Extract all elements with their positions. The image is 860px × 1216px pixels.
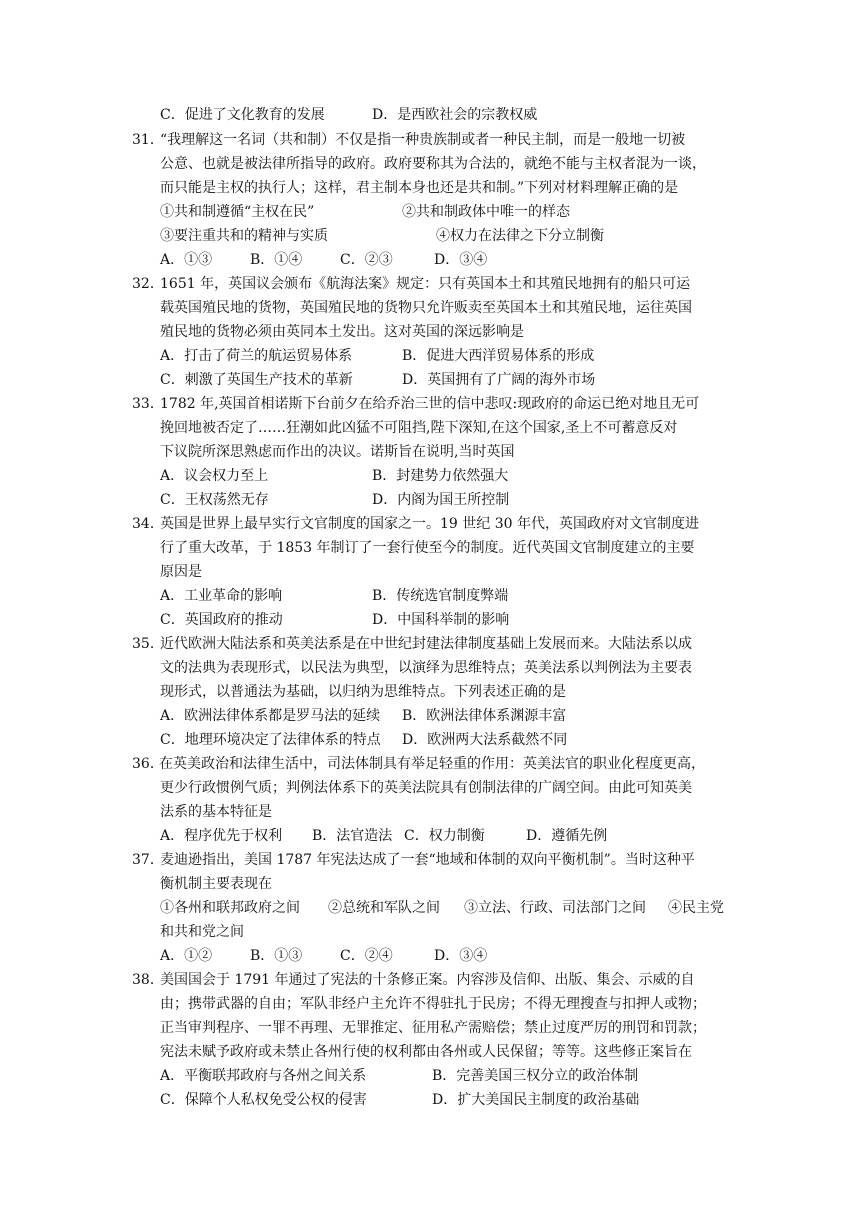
question-stem-line: 正当审判程序、一罪不再理、无罪推定、征用私产需赔偿；禁止过度严厉的刑罚和罚款； bbox=[160, 1020, 706, 1036]
question-stem-line: 更少行政惯例气质；判例法体系下的英美法院具有创制法律的广阔空间。由此可知英美 bbox=[160, 780, 692, 796]
question-stem-line: 英国是世界上最早实行文官制度的国家之一。19 世纪 30 年代，英国政府对文官制度进 bbox=[160, 516, 699, 532]
option: C．促进了文化教育的发展 bbox=[160, 107, 325, 123]
option: B．完善美国三权分立的政治体制 bbox=[432, 1068, 639, 1084]
option: A．程序优先于权利 bbox=[160, 828, 283, 844]
question-stem-line: 法系的基本特征是 bbox=[160, 804, 272, 820]
question-stem-line: 由；携带武器的自由；军队非经户主允许不得驻扎于民房；不得无理搜查与扣押人或物； bbox=[160, 996, 706, 1012]
option: C．王权荡然无存 bbox=[160, 492, 269, 508]
statement-item: ①各州和联邦政府之间 bbox=[160, 900, 300, 916]
option-row bbox=[0, 608, 860, 632]
option: D．内阁为国王所控制 bbox=[372, 492, 510, 508]
option-row bbox=[0, 728, 860, 752]
option: C．②③ bbox=[340, 252, 393, 268]
statement-item: 和共和党之间 bbox=[160, 924, 244, 940]
question-number: 37． bbox=[132, 852, 164, 868]
question-number: 32． bbox=[132, 276, 164, 292]
question-stem-line: 1651 年，英国议会颁布《航海法案》规定：只有英国本土和其殖民地拥有的船只可运 bbox=[160, 276, 691, 292]
question-number: 33． bbox=[132, 396, 164, 412]
option-row bbox=[0, 1088, 860, 1112]
option-row bbox=[0, 944, 860, 968]
question-stem-line: 近代欧洲大陆法系和英美法系是在中世纪封建法律制度基础上发展而来。大陆法系以成 bbox=[160, 636, 692, 652]
statement-item: ①共和制遵循“主权在民” bbox=[160, 204, 315, 220]
question-number: 35． bbox=[132, 636, 164, 652]
option: A．①③ bbox=[160, 252, 213, 268]
question-stem-line: 在英美政治和法律生活中，司法体制具有举足轻重的作用：英美法官的职业化程度更高， bbox=[159, 756, 705, 772]
option-row bbox=[0, 584, 860, 608]
question-stem-line: 载英国殖民地的货物，英国殖民地的货物只允许贩卖至英国本土和其殖民地，运往英国 bbox=[160, 300, 692, 316]
option-row bbox=[0, 368, 860, 392]
option: A．平衡联邦政府与各州之间关系 bbox=[160, 1068, 367, 1084]
question-stem-line: 下议院所深思熟虑而作出的决议。诺斯旨在说明,当时英国 bbox=[160, 444, 515, 460]
option: A．打击了荷兰的航运贸易体系 bbox=[160, 348, 353, 364]
option: B．欧洲法律体系渊源丰富 bbox=[402, 708, 567, 724]
option: D．是西欧社会的宗教权威 bbox=[372, 107, 538, 123]
option: D．③④ bbox=[434, 252, 488, 268]
question-stem-line: “我理解这一名词（共和制）不仅是指一种贵族制或者一种民主制，而是一般地一切被 bbox=[160, 132, 686, 148]
question-stem-line: 殖民地的货物必须由英同本土发出。这对英国的深远影响是 bbox=[160, 324, 524, 340]
option: B．封建势力依然强大 bbox=[372, 468, 509, 484]
option-row bbox=[0, 704, 860, 728]
question-number: 36． bbox=[132, 756, 164, 772]
option: B．法官造法 bbox=[312, 828, 393, 844]
question-stem-line: 挽回地被否定了……狂潮如此凶猛不可阻挡,陛下深知,在这个国家,圣上不可蓄意反对 bbox=[160, 420, 678, 436]
option-row bbox=[0, 464, 860, 488]
option: A．工业革命的影响 bbox=[160, 588, 283, 604]
option: D．中国科举制的影响 bbox=[372, 612, 510, 628]
statement-item: ③立法、行政、司法部门之间 bbox=[464, 900, 646, 916]
question-stem-line: 麦迪逊指出，美国 1787 年宪法达成了一套“地域和体制的双向平衡机制”。当时这种平 bbox=[160, 852, 695, 868]
option: A．议会权力至上 bbox=[160, 468, 269, 484]
question-stem-line: 文的法典为表现形式，以民法为典型，以演绎为思维特点；英美法系以判例法为主要表 bbox=[160, 660, 692, 676]
statement-item: ②总统和军队之间 bbox=[328, 900, 440, 916]
question-stem-line: 公意、也就是被法律所指导的政府。政府要称其为合法的，就绝不能与主权者混为一谈， bbox=[160, 156, 706, 172]
option: B．促进大西洋贸易体系的形成 bbox=[402, 348, 595, 364]
option: C．②④ bbox=[340, 948, 393, 964]
option: C．保障个人私权免受公权的侵害 bbox=[160, 1092, 367, 1108]
option-row bbox=[0, 824, 860, 848]
option: B．传统选官制度弊端 bbox=[372, 588, 509, 604]
option-row bbox=[0, 488, 860, 512]
question-stem-line: 行了重大改革，于 1853 年制订了一套行使至今的制度。近代英国文官制度建立的主要 bbox=[160, 540, 695, 556]
option: A．欧洲法律体系都是罗马法的延续 bbox=[160, 708, 381, 724]
option-row bbox=[0, 344, 860, 368]
statement-item: ④民主党 bbox=[668, 900, 724, 916]
statement-item: ③要注重共和的精神与实质 bbox=[160, 228, 328, 244]
question-stem-line: 衡机制主要表现在 bbox=[160, 876, 272, 892]
question-stem-line: 原因是 bbox=[160, 564, 202, 580]
option: B．①④ bbox=[250, 252, 303, 268]
option-row bbox=[0, 248, 860, 272]
option: C．英国政府的推动 bbox=[160, 612, 283, 628]
option: D．扩大美国民主制度的政治基础 bbox=[432, 1092, 640, 1108]
option-row bbox=[0, 103, 860, 127]
option: D．英国拥有了广阔的海外市场 bbox=[402, 372, 596, 388]
question-stem-line: 现形式，以普通法为基础，以归纳为思维特点。下列表述正确的是 bbox=[160, 684, 566, 700]
option: B．①③ bbox=[250, 948, 303, 964]
option: C．刺激了英国生产技术的革新 bbox=[160, 372, 353, 388]
question-stem-line: 宪法未赋予政府或未禁止各州行使的权利都由各州或人民保留；等等。这些修正案旨在 bbox=[160, 1044, 692, 1060]
option: D．欧洲两大法系截然不同 bbox=[402, 732, 568, 748]
option: D．遵循先例 bbox=[526, 828, 608, 844]
statement-item: ④权力在法律之下分立制衡 bbox=[436, 228, 604, 244]
option: C．权力制衡 bbox=[404, 828, 485, 844]
question-stem-line: 而只能是主权的执行人；这样，君主制本身也还是共和制。”下列对材料理解正确的是 bbox=[160, 180, 679, 196]
question-stem-line: 1782 年,英国首相诺斯下台前夕在给乔治三世的信中悲叹:现政府的命运已绝对地且无可 bbox=[160, 396, 700, 412]
question-number: 34． bbox=[132, 516, 164, 532]
question-number: 31． bbox=[132, 132, 164, 148]
option: C．地理环境决定了法律体系的特点 bbox=[160, 732, 381, 748]
question-number: 38． bbox=[132, 972, 164, 988]
option-row bbox=[0, 1064, 860, 1088]
statement-item: ②共和制政体中唯一的样态 bbox=[402, 204, 570, 220]
option: D．③④ bbox=[434, 948, 488, 964]
option: A．①② bbox=[160, 948, 213, 964]
question-stem-line: 美国国会于 1791 年通过了宪法的十条修正案。内容涉及信仰、出版、集会、示威的自 bbox=[160, 972, 695, 988]
